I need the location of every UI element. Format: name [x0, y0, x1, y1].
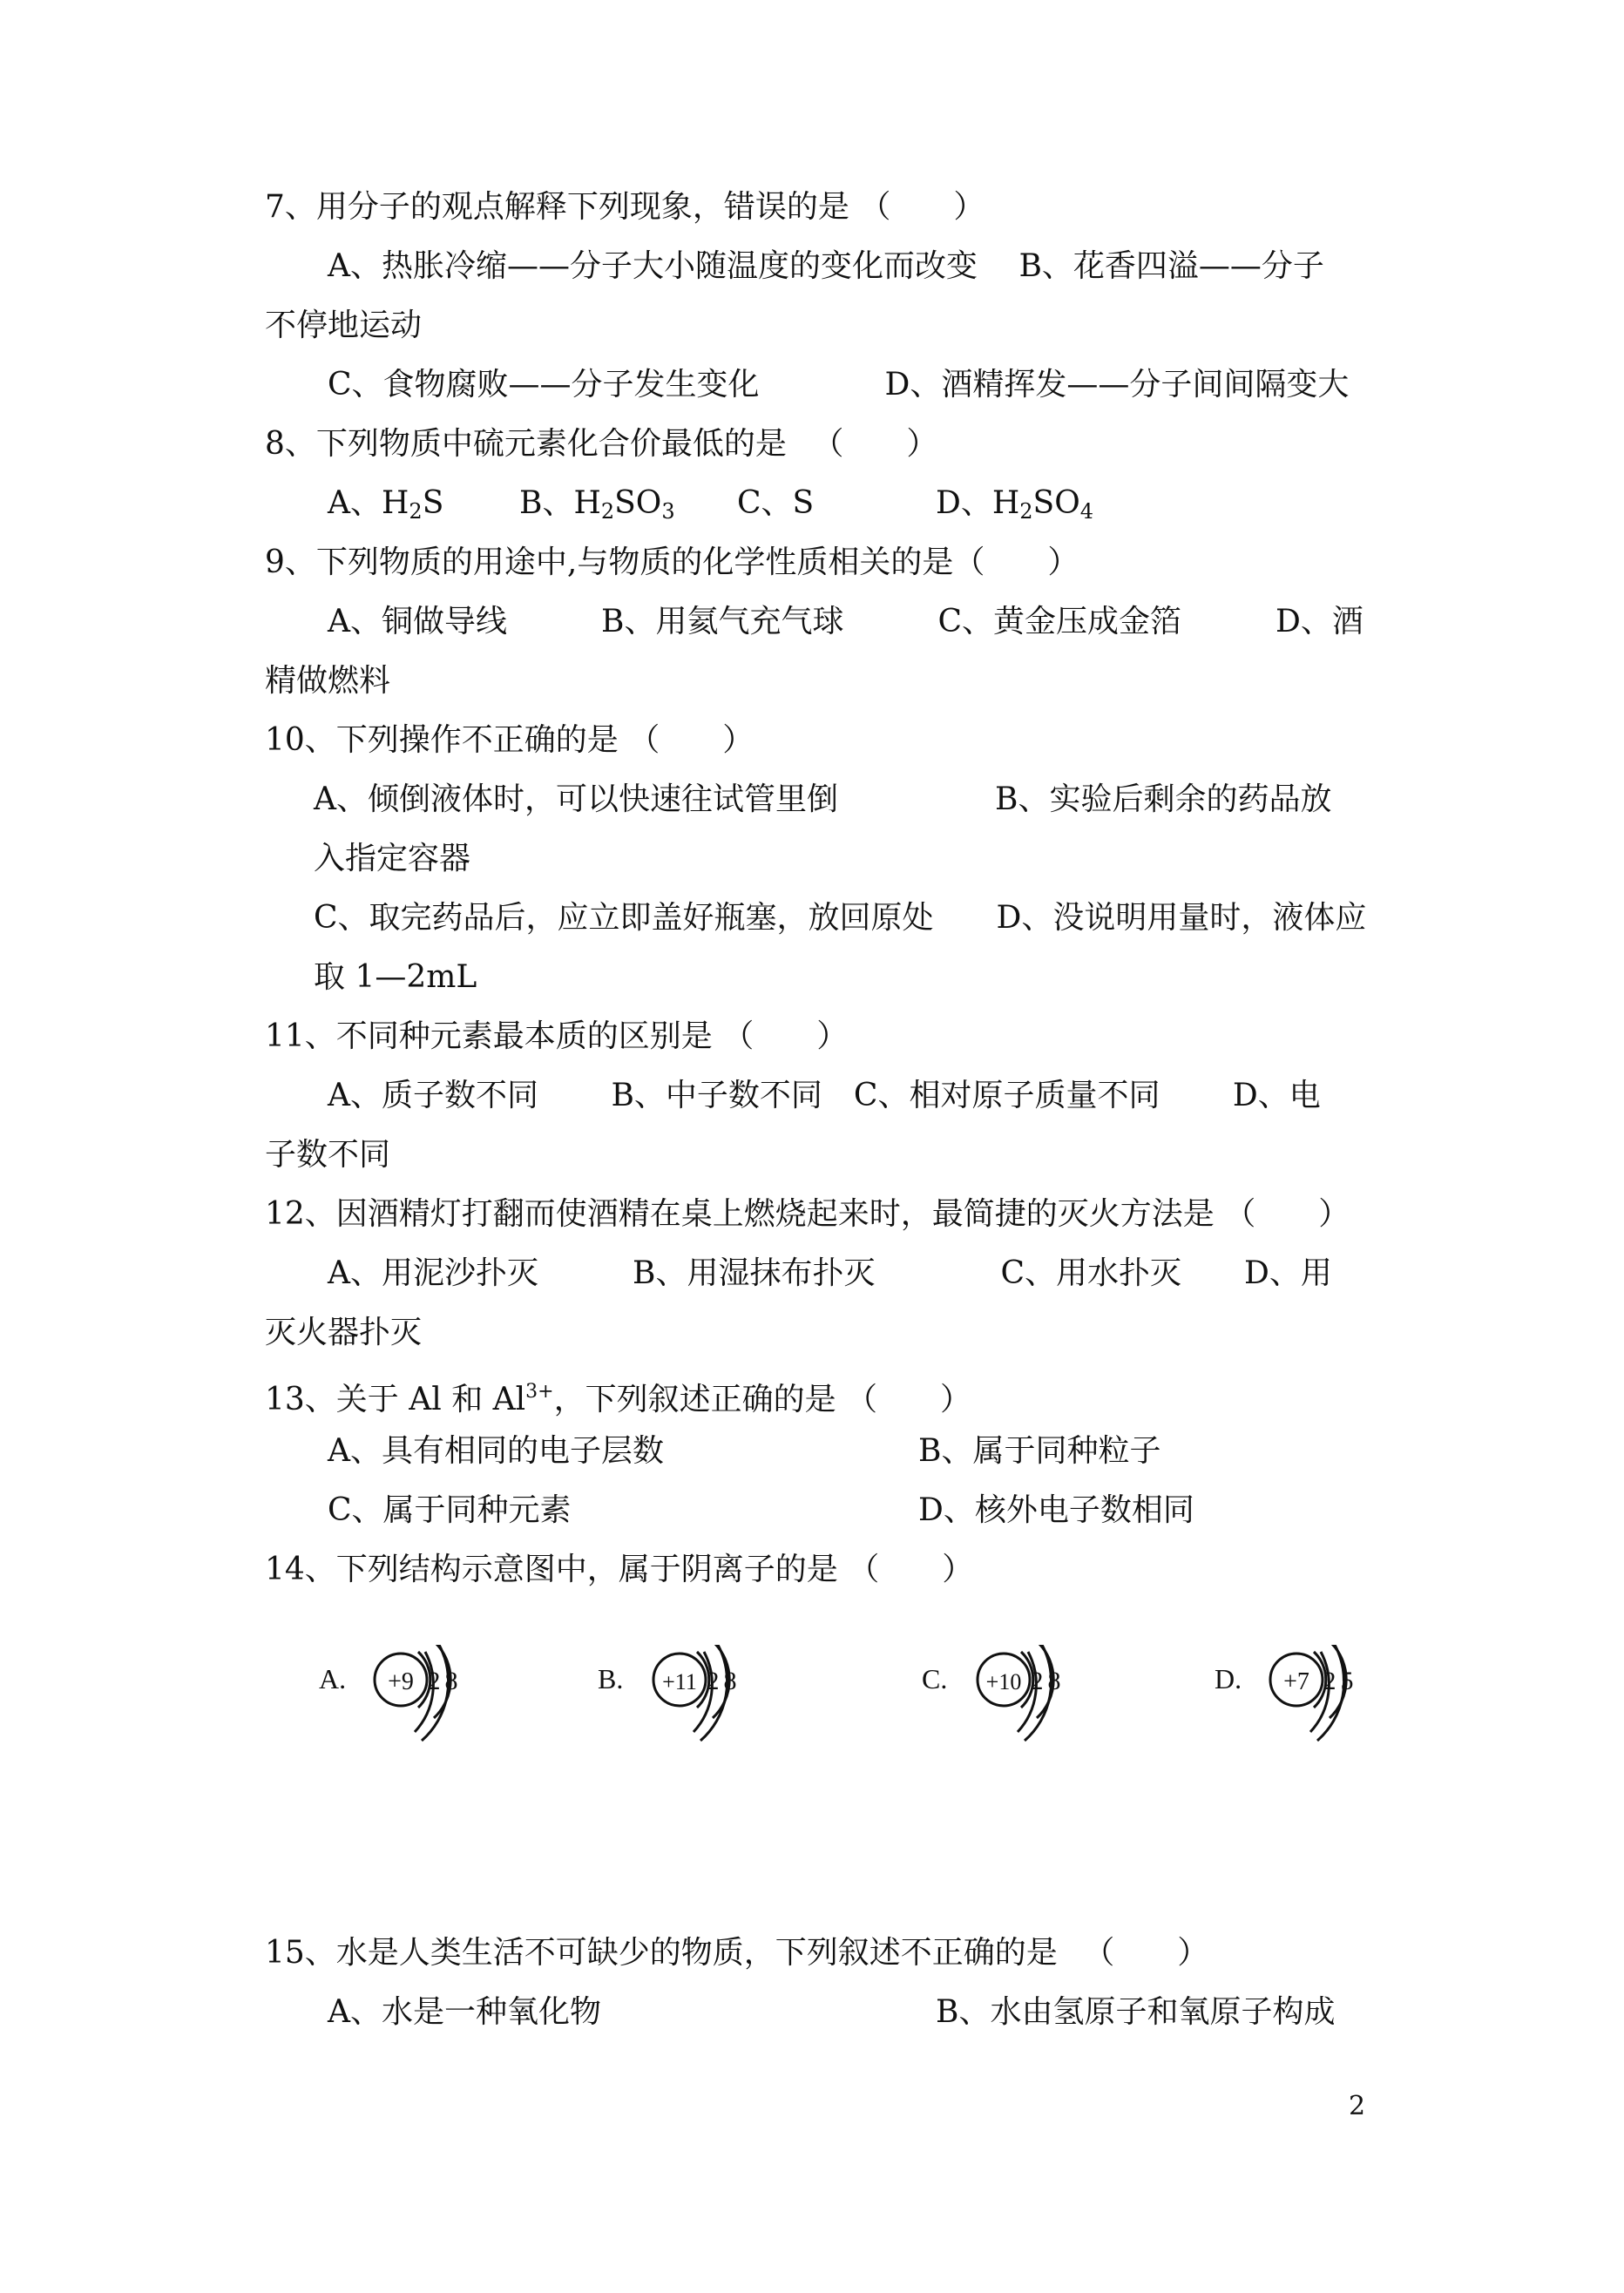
- atom-structure-icon: [1215, 1645, 1476, 1758]
- question-8-option-d: D、$H_2SO_4$: [936, 485, 1094, 524]
- nucleus-charge: +10: [985, 1669, 1022, 1694]
- atom-structure-icon: [922, 1645, 1183, 1758]
- atom-diagram-d: [1215, 1645, 1476, 1758]
- option-label: C.: [922, 1663, 948, 1694]
- question-7-options-line-1: A、热胀冷缩——分子大小随温度的变化而改变 B、花香四溢——分子: [328, 248, 1324, 284]
- electron-shell-2: 8: [1047, 1667, 1061, 1695]
- electron-shell-1: 2: [706, 1667, 720, 1695]
- option-label: B.: [598, 1663, 624, 1694]
- question-15-option-a: A、水是一种氧化物: [328, 1994, 601, 2030]
- atom-diagram-c: [922, 1645, 1183, 1758]
- question-10-options-line-1: A、倾倒液体时，可以快速往试管里倒 B、实验后剩余的药品放: [314, 781, 1332, 817]
- question-15-stem: 15、水是人类生活不可缺少的物质，下列叙述不正确的是 （ ）: [265, 1935, 1209, 1971]
- question-13-option-a: A、具有相同的电子层数: [328, 1433, 664, 1469]
- question-9-stem: 9、下列物质的用途中,与物质的化学性质相关的是（ ）: [265, 545, 1079, 580]
- electron-shell-1: 2: [1030, 1667, 1044, 1695]
- atom-structure-icon: [598, 1645, 859, 1758]
- electron-shell-2: 8: [444, 1667, 458, 1695]
- electron-shell-2: 5: [1340, 1667, 1354, 1695]
- question-14-stem: 14、下列结构示意图中，属于阴离子的是 （ ）: [265, 1552, 974, 1587]
- question-9-options-line-2: 精做燃料: [265, 663, 391, 699]
- electron-shell-1: 2: [427, 1667, 441, 1695]
- electron-shell-1: 2: [1323, 1667, 1336, 1695]
- question-8-option-a: A、$H_2S$: [328, 485, 444, 524]
- question-7-stem: 7、用分子的观点解释下列现象，错误的是 （ ）: [265, 189, 985, 225]
- question-13-option-d: D、核外电子数相同: [918, 1492, 1194, 1528]
- page-number: 2: [1349, 2091, 1366, 2121]
- atom-diagram-b: [598, 1645, 859, 1758]
- question-13-option-c: C、属于同种元素: [328, 1492, 572, 1528]
- question-9-options-line-1: A、铜做导线 B、用氦气充气球 C、黄金压成金箔 D、酒: [328, 604, 1363, 639]
- question-10-options-line-2: 入指定容器: [314, 841, 471, 876]
- option-label: A.: [319, 1663, 347, 1694]
- question-7-options-line-3: C、食物腐败——分子发生变化 D、酒精挥发——分子间间隔变大: [328, 367, 1350, 402]
- option-label: D.: [1215, 1663, 1242, 1694]
- question-12-stem: 12、因酒精灯打翻而使酒精在桌上燃烧起来时，最简捷的灭火方法是 （ ）: [265, 1196, 1350, 1232]
- question-11-options-line-1: A、质子数不同 B、中子数不同 C、相对原子质量不同 D、电: [328, 1078, 1321, 1113]
- question-7-options-line-2: 不停地运动: [265, 308, 423, 343]
- question-15-option-b: B、水由氢原子和氧原子构成: [936, 1994, 1336, 2030]
- atom-diagram-a: [319, 1645, 580, 1758]
- question-10-options-line-3: C、取完药品后，应立即盖好瓶塞，放回原处 D、没说明用量时，液体应: [314, 900, 1367, 936]
- nucleus-charge: +9: [388, 1668, 414, 1695]
- nucleus-charge: +7: [1283, 1668, 1309, 1695]
- question-13-option-b: B、属于同种粒子: [918, 1433, 1161, 1469]
- question-12-options-line-1: A、用泥沙扑灭 B、用湿抹布扑灭 C、用水扑灭 D、用: [328, 1255, 1332, 1291]
- nucleus-charge: +11: [662, 1669, 697, 1694]
- question-11-options-line-2: 子数不同: [265, 1137, 391, 1173]
- atom-structure-icon: [319, 1645, 580, 1758]
- question-13-stem: 13、关于 Al 和 $Al^{3+}$，下列叙述正确的是 （ ）: [265, 1381, 972, 1417]
- question-10-stem: 10、下列操作不正确的是 （ ）: [265, 722, 754, 758]
- question-8-option-b: B、$H_2SO_3$: [519, 485, 675, 524]
- question-12-options-line-2: 灭火器扑灭: [265, 1315, 423, 1350]
- question-8-stem: 8、下列物质中硫元素化合价最低的是 （ ）: [265, 426, 938, 462]
- electron-shell-2: 8: [723, 1667, 737, 1695]
- question-10-options-line-4: 取 1—2mL: [314, 959, 477, 995]
- question-11-stem: 11、不同种元素最本质的区别是 （ ）: [265, 1018, 849, 1054]
- question-8-option-c: C、S: [737, 485, 815, 521]
